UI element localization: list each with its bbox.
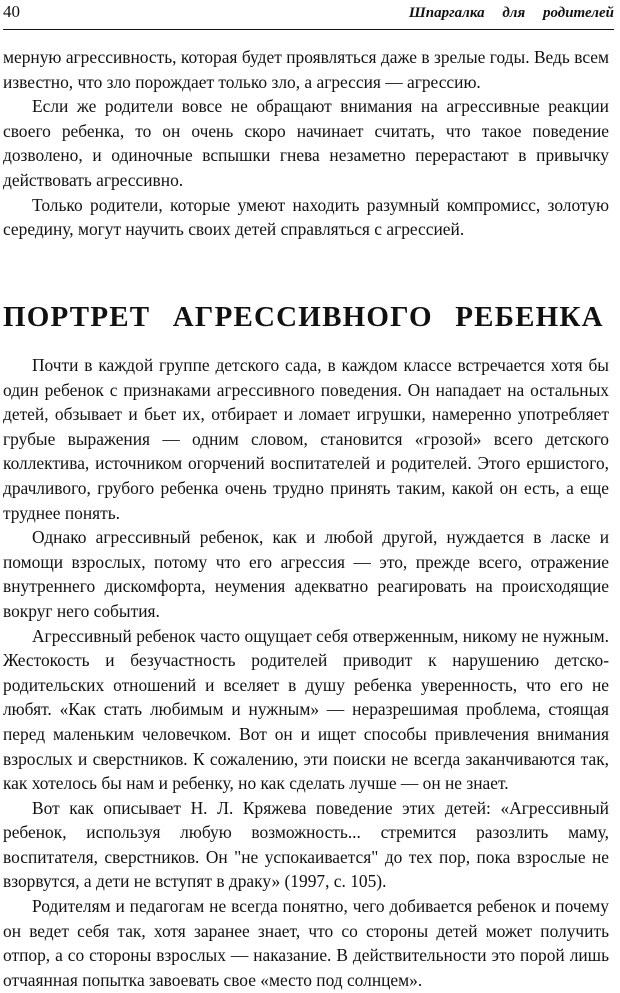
page-number: 40 (3, 2, 20, 21)
section-text-block (3, 353, 609, 992)
running-head: Шпаргалка для родителей (408, 5, 614, 21)
paragraph: Агрессивный ребенок часто ощущает себя отверженным, никому не нужным. Жестокость и безучастность родителей приводит к нарушению детско-родительских отношений и вселяет в душу ребенка уверенность, что его не любят. «Как стать любимым и нужным» — неразрешимая проблема, стоящая перед маленьким человечком. Вот он и ищет способы привлечения внимания взрослых и сверстников. К сожалению, эти поиски не всегда заканчиваются так, как хотелось бы нам и ребенку, но как сделать лучше — он не знает. (3, 625, 609, 794)
intro-text-block (3, 45, 609, 242)
section-title: ПОРТРЕТ АГРЕССИВНОГО РЕБЕНКА (3, 301, 604, 333)
header-rule (3, 29, 614, 30)
paragraph-continued: мерную агрессивность, которая будет проявляться даже в зрелые годы. Ведь всем известно, что зло порождает только зло, а агрессия — агрессию. (3, 47, 609, 92)
paragraph: Если же родители вовсе не обращают внимания на агрессивные реакции своего ребенка, то он очень скоро начинает считать, что такое поведение дозволено, и одиночные вспышки гнева незаметно перерастают в привычку действовать агрессивно. (3, 96, 609, 190)
paragraph: Однако агрессивный ребенок, как и любой другой, нуждается в ласке и помощи взрослых, потому что его агрессия — это, прежде всего, отражение внутреннего дискомфорта, неумения адекватно реагировать на происходящие вокруг него события. (3, 527, 609, 621)
paragraph: Почти в каждой группе детского сада, в каждом классе встречается хотя бы один ребенок с признаками агрессивного поведения. Он нападает на остальных детей, обзывает и бьет их, отбирает и ломает игрушки, намеренно употребляет грубые выражения — одним словом, становится «грозой» всего детского коллектива, источником огорчений воспитателей и родителей. Этого ершистого, драчливого, грубого ребенка очень трудно принять таким, какой он есть, а еще труднее понять. (3, 355, 609, 523)
paragraph: Родителям и педагогам не всегда понятно, чего добивается ребенок и почему он ведет себя так, хотя заранее знает, что со стороны детей может получить отпор, а со стороны взрослых — наказание. В действительности это порой лишь отчаянная попытка завоевать свое «место под солнцем». (3, 896, 609, 990)
paragraph: Вот как описывает Н. Л. Кряжева поведение этих детей: «Агрессивный ребенок, используя любую возможность... стремится разозлить маму, воспитателя, сверстников. Он "не успокаивается" до тех пор, пока взрослые не взорвутся, а дети не вступят в драку» (1997, с. 105). (3, 797, 609, 892)
paragraph: Только родители, которые умеют находить разумный компромисс, золотую середину, могут научить своих детей справляться с агрессией. (3, 194, 609, 240)
